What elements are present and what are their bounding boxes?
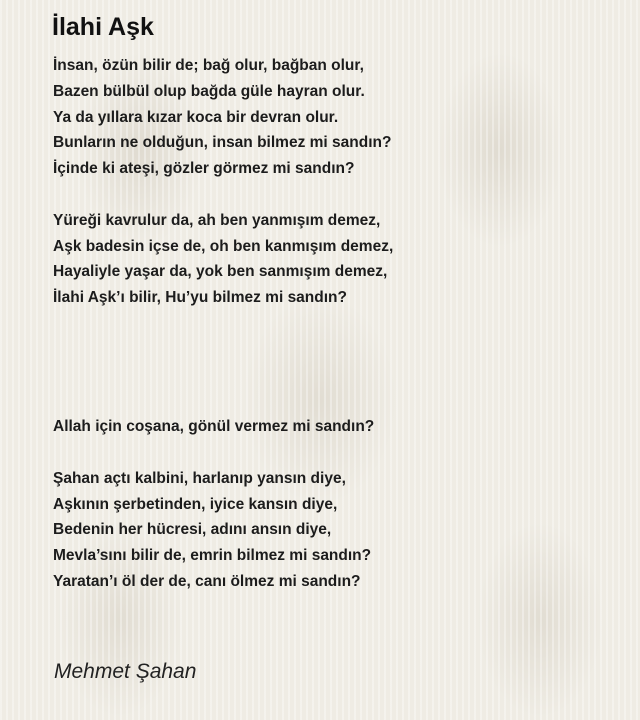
- poem-line: Bunların ne olduğun, insan bilmez mi sandın?: [53, 134, 392, 152]
- stanza-2: [53, 208, 613, 311]
- poem-line: Aşk badesin içse de, oh ben kanmışım demez,: [53, 237, 394, 255]
- poem-line: Aşkının şerbetinden, iyice kansın diye,: [53, 495, 338, 513]
- poem-line: Ya da yıllara kızar koca bir devran olur.: [53, 108, 339, 126]
- stanza-spacer: [53, 182, 613, 208]
- poem-line: Şahan açtı kalbini, harlanıp yansın diye,: [53, 469, 346, 487]
- poem-line: Hayaliyle yaşar da, yok ben sanmışım demez,: [53, 263, 388, 281]
- poem-line: Bedenin her hücresi, adını ansın diye,: [53, 521, 332, 539]
- poem-author: Mehmet Şahan: [54, 660, 197, 683]
- poem-line: Mevla’sını bilir de, emrin bilmez mi sandın?: [53, 547, 372, 565]
- poem-line: İçinde ki ateşi, gözler görmez mi sandın?: [53, 160, 355, 178]
- poem-line: İlahi Aşk’ı bilir, Hu’yu bilmez mi sandın?: [53, 289, 347, 307]
- poem-line: Bazen bülbül olup bağda güle hayran olur.: [53, 82, 365, 100]
- poem-line: Yaratan’ı öl der de, canı ölmez mi sandın?: [53, 572, 361, 590]
- poem-line: Allah için coşana, gönül vermez mi sandın?: [53, 418, 375, 436]
- stanza-spacer: [53, 311, 613, 414]
- stanza-3: [53, 414, 613, 440]
- stanza-spacer: [53, 440, 613, 466]
- poem-line: Yüreği kavrulur da, ah ben yanmışım demez,: [53, 211, 381, 229]
- poem-title: İlahi Aşk: [52, 13, 154, 41]
- poem-line: İnsan, özün bilir de; bağ olur, bağban olur,: [53, 57, 364, 74]
- stanza-4: [53, 466, 613, 595]
- poem-body: [53, 53, 613, 595]
- stanza-1: [53, 53, 613, 182]
